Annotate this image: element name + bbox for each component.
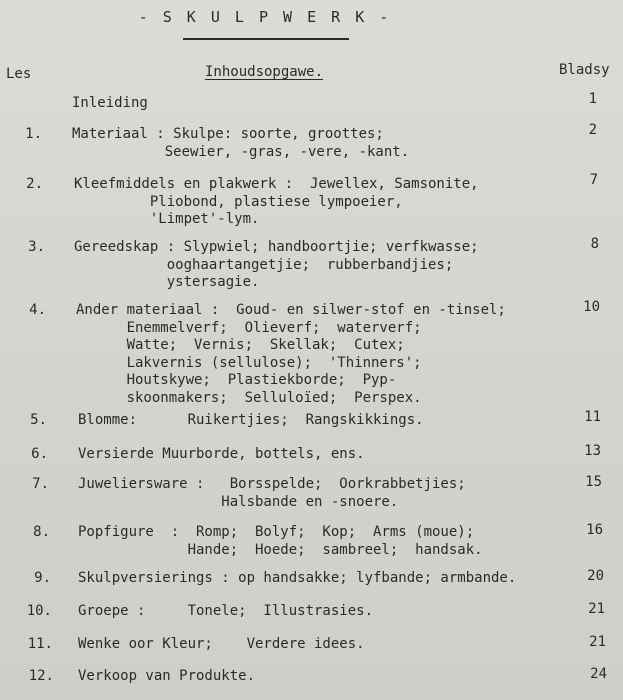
entry-line: Hande; Hoede; sambreel; handsak. [78, 541, 483, 558]
entry-number: 4. [29, 302, 46, 318]
entry-number: 5. [30, 412, 47, 428]
entry-text [78, 636, 365, 654]
entry-page-number: 8 [590, 236, 599, 252]
entry-page-number: 21 [588, 601, 605, 617]
entry-line: ooghaartangetjie; rubberbandjies; [74, 256, 454, 273]
entry-page-number: 11 [584, 409, 601, 425]
document-title: - S K U L P W E R K - [138, 8, 392, 26]
entry-number: 3. [28, 239, 45, 255]
entry-text [72, 95, 148, 113]
entry-page-number: 10 [583, 299, 600, 315]
entry-number: 11. [27, 636, 53, 652]
entry-line: Groepe : Tonele; Illustrasies. [78, 603, 374, 619]
entry-line: Ander materiaal : Goud- en silwer-stof en -tinsel; [76, 302, 506, 318]
entry-number: 2. [26, 176, 43, 192]
entry-text [78, 476, 466, 511]
entry-line: Skulpversierings : op handsakke; lyfbande; armbande. [78, 570, 517, 586]
title-underline [183, 38, 349, 40]
entry-number: 12. [28, 668, 54, 684]
entry-number: 10. [26, 603, 52, 619]
entry-line: Gereedskap : Slypwiel; handboortjie; verfkwasse; [74, 239, 479, 255]
column-header-bladsy: Bladsy [559, 62, 610, 78]
entry-number: 6. [31, 446, 48, 462]
entry-line: Lakvernis (sellulose); 'Thinners'; [76, 354, 422, 371]
entry-text [78, 570, 516, 588]
entry-text [78, 524, 483, 559]
entry-number: 1. [25, 126, 42, 142]
entry-text [78, 412, 424, 430]
entry-line: Verkoop van Produkte. [78, 668, 256, 684]
entry-line: Popfigure : Romp; Bolyf; Kop; Arms (moue); [78, 524, 475, 540]
entry-line: Houtskywe; Plastiekborde; Pyp- [76, 372, 397, 388]
entry-page-number: 1 [588, 91, 597, 107]
entry-text [78, 668, 255, 686]
entry-text [74, 239, 479, 292]
entry-text [72, 126, 409, 161]
entry-text [76, 302, 506, 407]
entry-page-number: 7 [589, 172, 598, 188]
entry-line: Watte; Vernis; Skellak; Cutex; [76, 337, 405, 353]
entry-text [74, 176, 479, 229]
entry-number: 8. [33, 524, 50, 540]
entry-line: Kleefmiddels en plakwerk : Jewellex, Samsonite, [74, 176, 479, 192]
entry-line: Seewier, -gras, -vere, -kant. [72, 143, 410, 160]
entry-page-number: 13 [584, 443, 601, 459]
entry-line: Pliobond, plastiese lympoeier, [74, 193, 403, 210]
entry-text [78, 603, 373, 621]
entry-page-number: 2 [588, 122, 597, 138]
entry-page-number: 21 [589, 634, 606, 650]
entry-line: skoonmakers; Selluloïed; Perspex. [76, 389, 422, 406]
entry-line: ystersagie. [74, 274, 260, 290]
entry-line: Wenke oor Kleur; Verdere idees. [78, 636, 365, 652]
entry-line: Halsbande en -snoere. [78, 493, 399, 510]
entry-line: Materiaal : Skulpe: soorte, groottes; [72, 126, 384, 142]
entry-number: 9. [34, 570, 51, 586]
column-header-les: Les [6, 66, 32, 82]
entry-line: Blomme: Ruikertjies; Rangskikkings. [78, 412, 424, 428]
entry-page-number: 15 [585, 474, 602, 490]
entry-text [78, 446, 365, 464]
entry-line: Versierde Muurborde, bottels, ens. [78, 446, 365, 462]
entry-page-number: 20 [587, 568, 604, 584]
contents-heading: Inhoudsopgawe. [205, 64, 324, 80]
entry-line: Enemmelverf; Olieverf; waterverf; [76, 319, 422, 336]
entry-page-number: 16 [586, 522, 603, 538]
entry-line: Juweliersware : Borsspelde; Oorkrabbetjies; [78, 476, 466, 492]
entry-page-number: 24 [590, 666, 607, 682]
entry-line: 'Limpet'-lym. [74, 211, 260, 227]
entry-line: Inleiding [72, 95, 148, 111]
entry-number: 7. [32, 476, 49, 492]
